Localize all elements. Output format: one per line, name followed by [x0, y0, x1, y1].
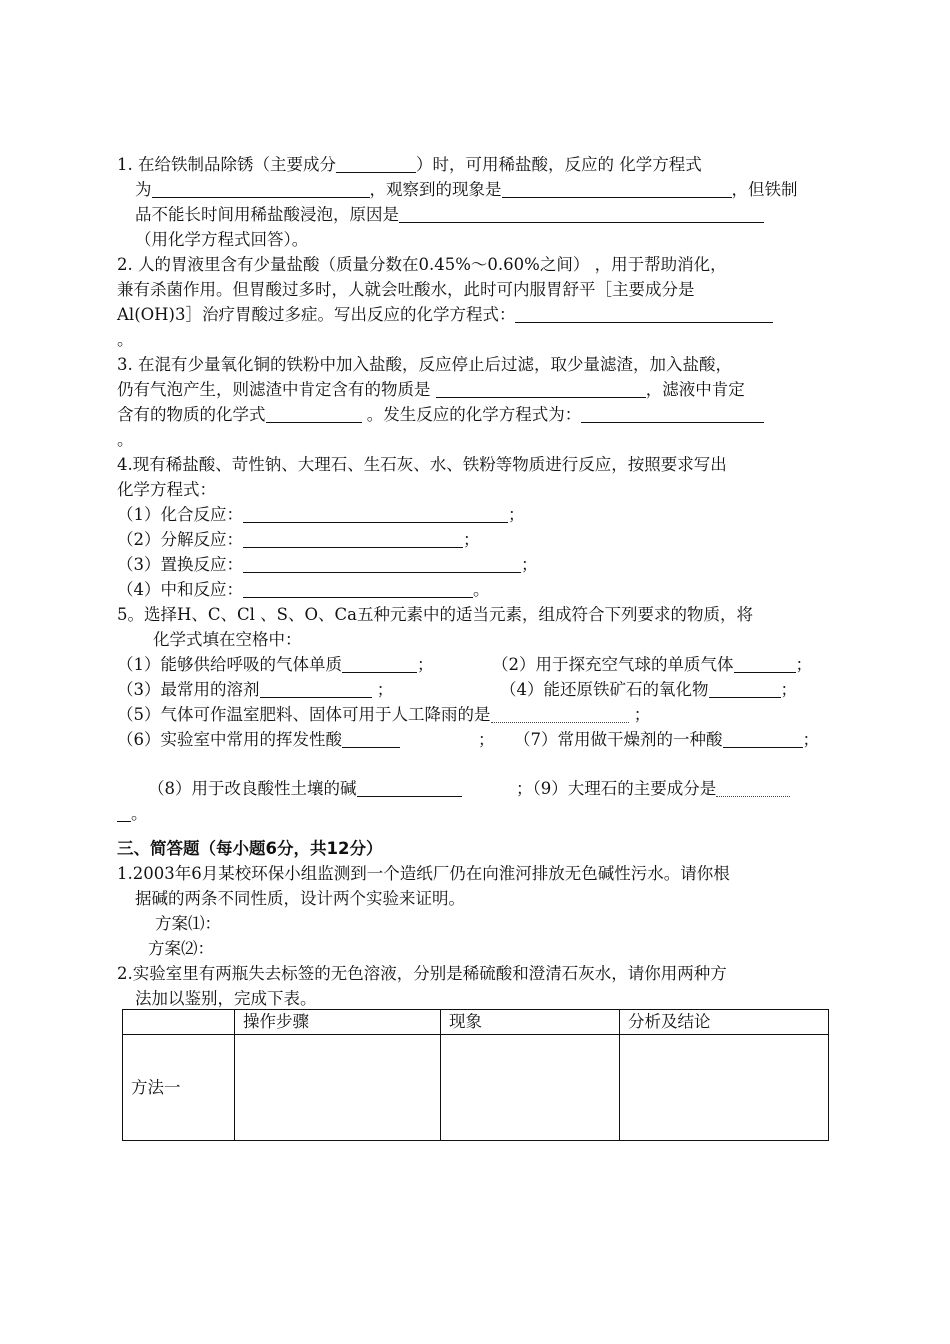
table-row-label: 方法一 [123, 1035, 235, 1141]
q4-line1: 4.现有稀盐酸、苛性钠、大理石、生石灰、水、铁粉等物质进行反应，按照要求写出 [117, 455, 727, 474]
blank[interactable] [260, 679, 372, 698]
blank[interactable] [243, 579, 473, 598]
q5-line2: 化学式填在空格中： [153, 630, 302, 649]
q5-item3: （3）最常用的溶剂 ； [117, 680, 394, 699]
table-cell[interactable] [441, 1035, 620, 1141]
blank[interactable] [734, 654, 796, 673]
s3-q2-line1: 2.实验室里有两瓶失去标签的无色溶液，分别是稀硫酸和澄清石灰水，请你用两种方 [117, 964, 727, 983]
blank[interactable] [436, 379, 646, 398]
q5-item7: （7）常用做干燥剂的一种酸 ； [514, 730, 819, 749]
table-header-cell: 分析及结论 [620, 1010, 829, 1035]
q3-line3: 含有的物质的化学式 。发生反应的化学方程式为： [117, 403, 764, 427]
blank[interactable] [342, 729, 400, 748]
table-cell[interactable] [235, 1035, 441, 1141]
q5-semi6: ； [478, 730, 495, 749]
blank[interactable] [342, 654, 417, 673]
q5-item9: ；（9）大理石的主要成分是 [516, 777, 790, 801]
q4-line2: 化学方程式： [117, 480, 216, 499]
q3-line1: 3. 在混有少量氧化铜的铁粉中加入盐酸，反应停止后过滤，取少量滤渣，加入盐酸， [117, 355, 732, 374]
q1-line2: 为 ，观察到的现象是 ，但铁制 [135, 180, 798, 199]
q5-item1: （1）能够供给呼吸的气体单质 ； [117, 655, 434, 674]
q4-item1: （1）化合反应： ； [117, 505, 525, 524]
table-header-cell: 现象 [441, 1010, 620, 1035]
blank[interactable] [243, 529, 463, 548]
blank[interactable] [243, 504, 508, 523]
q2-line2: 兼有杀菌作用。但胃酸过多时，人就会吐酸水，此时可内服胃舒平［主要成分是 [117, 280, 695, 299]
blank[interactable] [515, 304, 773, 323]
q1-line3: 品不能长时间用稀盐酸浸泡，原因是 [135, 203, 764, 227]
q5-item2: （2）用于探充空气球的单质气体 ； [492, 655, 812, 674]
blank[interactable] [243, 554, 521, 573]
blank[interactable] [709, 679, 781, 698]
blank[interactable] [723, 729, 803, 748]
table-header-row [123, 1010, 829, 1035]
q3-line2: 仍有气泡产生，则滤渣中肯定含有的物质是 ，滤液中肯定 [117, 380, 745, 399]
s3-q2-line2: 法加以鉴别，完成下表。 [135, 989, 317, 1008]
q4-item2: （2）分解反应： ； [117, 530, 480, 549]
q1-line4: （用化学方程式回答）。 [135, 230, 309, 249]
blank[interactable] [502, 179, 732, 198]
blank[interactable] [152, 179, 370, 198]
q3-line4: 。 [117, 430, 134, 449]
q1-line1: 1. 在给铁制品除锈（主要成分 ）时，可用稀盐酸，反应的 化学方程式 [117, 155, 702, 174]
s3-plan2: 方案⑵： [148, 939, 214, 958]
s3-q1-line2: 据碱的两条不同性质，设计两个实验来证明。 [135, 889, 465, 908]
blank[interactable] [581, 404, 764, 423]
q4-item4: （4）中和反应： 。 [117, 580, 490, 599]
q2-line1: 2. 人的胃液里含有少量盐酸（质量分数在0.45%～0.60%之间） ，用于帮助消化， [117, 255, 727, 274]
q5-item9-cont: 。 [117, 802, 148, 826]
q5-item8: （8）用于改良酸性土壤的碱 [148, 777, 462, 801]
blank[interactable] [491, 704, 629, 723]
q2-line4: 。 [117, 330, 134, 349]
q5-line1: 5。选择H、C、Cl 、S、O、Ca五种元素中的适当元素，组成符合下列要求的物质，将 [117, 605, 753, 624]
q5-item4: （4）能还原铁矿石的氧化物 ； [500, 680, 797, 699]
blank[interactable] [336, 154, 416, 173]
section3-heading: 三、简答题（每小题6分，共12分） [117, 839, 383, 858]
q5-item5: （5）气体可作温室肥料、固体可用于人工降雨的是 ； [117, 705, 651, 724]
blank[interactable] [399, 204, 764, 223]
q4-item3: （3）置换反应： ； [117, 555, 538, 574]
s3-q1-line1: 1.2003年6月某校环保小组监测到一个造纸厂仍在向淮河排放无色碱性污水。请你根 [117, 864, 730, 883]
q2-line3: Al(OH)3］治疗胃酸过多症。写出反应的化学方程式： [117, 303, 773, 327]
blank[interactable] [357, 778, 462, 797]
table-row [123, 1035, 829, 1141]
table-cell[interactable] [620, 1035, 829, 1141]
blank[interactable] [716, 778, 790, 797]
table-header-cell: 操作步骤 [235, 1010, 441, 1035]
s3-plan1: 方案⑴： [155, 914, 221, 933]
q5-item6: （6）实验室中常用的挥发性酸 [117, 728, 400, 752]
blank[interactable] [266, 404, 362, 423]
table-header-cell [123, 1010, 235, 1035]
answer-table [122, 1009, 829, 1141]
blank[interactable] [117, 803, 131, 822]
